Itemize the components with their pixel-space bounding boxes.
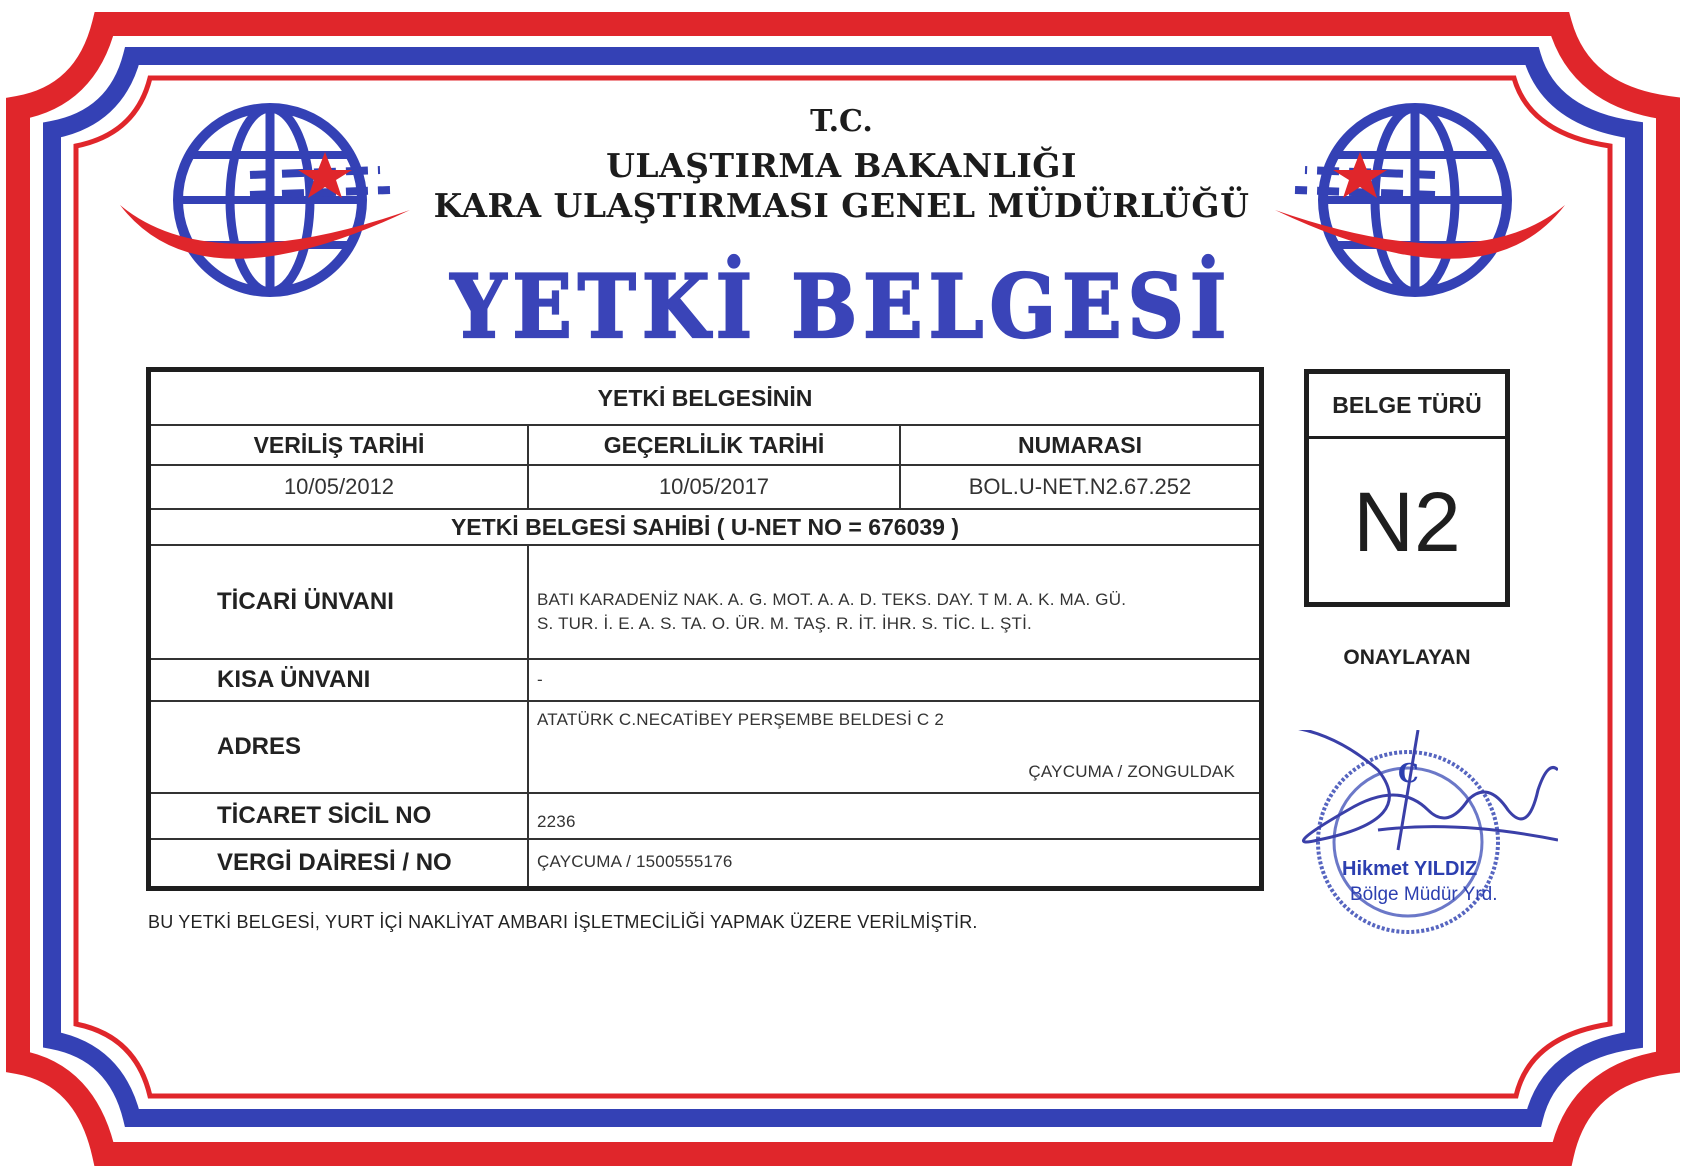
header-tc: T.C. xyxy=(810,104,873,139)
address-row xyxy=(151,702,1259,794)
trade-registry-row xyxy=(151,794,1259,840)
header-ministry: ULAŞTIRMA BAKANLIĞI xyxy=(606,146,1077,185)
svg-text:C: C xyxy=(1398,759,1419,789)
tax-office-row xyxy=(151,840,1259,886)
approver-name: Hikmet YILDIZ xyxy=(1342,858,1478,880)
signature xyxy=(1258,730,1558,850)
approver-title: Bölge Müdür Yrd. xyxy=(1350,884,1498,905)
document-type-value: N2 xyxy=(1353,474,1461,569)
tax-office-label: VERGİ DAİRESİ / NO xyxy=(151,840,529,886)
issue-date-value: 10/05/2012 xyxy=(151,466,529,508)
address-line-2: ÇAYCUMA / ZONGULDAK xyxy=(1028,762,1235,781)
trade-name-label: TİCARİ ÜNVANI xyxy=(151,546,529,658)
trade-name-line-1: BATI KARADENİZ NAK. A. G. MOT. A. A. D. TEKS. DAY. T M. A. K. MA. GÜ. xyxy=(537,590,1127,609)
address-label: ADRES xyxy=(151,702,529,792)
header-directorate: KARA ULAŞTIRMASI GENEL MÜDÜRLÜĞÜ xyxy=(433,186,1250,225)
column-header-validity-date: GEÇERLİLİK TARİHİ xyxy=(529,426,901,464)
column-header-issue-date: VERİLİŞ TARİHİ xyxy=(151,426,529,464)
approver-label: ONAYLAYAN xyxy=(1343,646,1471,669)
validity-date-value: 10/05/2017 xyxy=(529,466,901,508)
trade-name-value xyxy=(529,546,1259,658)
column-header-row xyxy=(151,426,1259,466)
trade-name-line-2: S. TUR. İ. E. A. S. TA. O. ÜR. M. TAŞ. R. İT. İHR. S. TİC. L. ŞTİ. xyxy=(537,614,1032,633)
document-type-label: BELGE TÜRÜ xyxy=(1309,374,1505,439)
document-type-box xyxy=(1304,369,1510,607)
short-name-row xyxy=(151,660,1259,702)
section-title-row xyxy=(151,372,1259,426)
trade-registry-value: 2236 xyxy=(537,812,576,831)
document-title: YETKİ BELGESİ xyxy=(450,256,1233,359)
trade-name-row xyxy=(151,546,1259,660)
stamp-seal xyxy=(1258,730,1558,960)
footer-note: BU YETKİ BELGESİ, YURT İÇİ NAKLİYAT AMBARI İŞLETMECİLİĞİ YAPMAK ÜZERE VERİLMİŞTİR. xyxy=(148,912,978,932)
section-title: YETKİ BELGESİNİN xyxy=(597,384,813,411)
column-value-row xyxy=(151,466,1259,510)
address-value xyxy=(529,702,1259,792)
address-line-1: ATATÜRK C.NECATİBEY PERŞEMBE BELDESİ C 2 xyxy=(537,710,944,729)
holder-title: YETKİ BELGESİ SAHİBİ ( U-NET NO = 676039 ) xyxy=(450,513,960,540)
column-header-number: NUMARASI xyxy=(1018,431,1142,458)
certificate-number-value: BOL.U-NET.N2.67.252 xyxy=(968,474,1192,499)
trade-registry-label: TİCARET SİCİL NO xyxy=(151,794,529,838)
holder-title-row xyxy=(151,510,1259,546)
certificate-table xyxy=(146,367,1264,891)
short-name-label: KISA ÜNVANI xyxy=(151,660,529,700)
tax-office-value: ÇAYCUMA / 1500555176 xyxy=(537,852,733,871)
short-name-value: - xyxy=(537,670,543,689)
official-stamp xyxy=(1258,730,1558,960)
